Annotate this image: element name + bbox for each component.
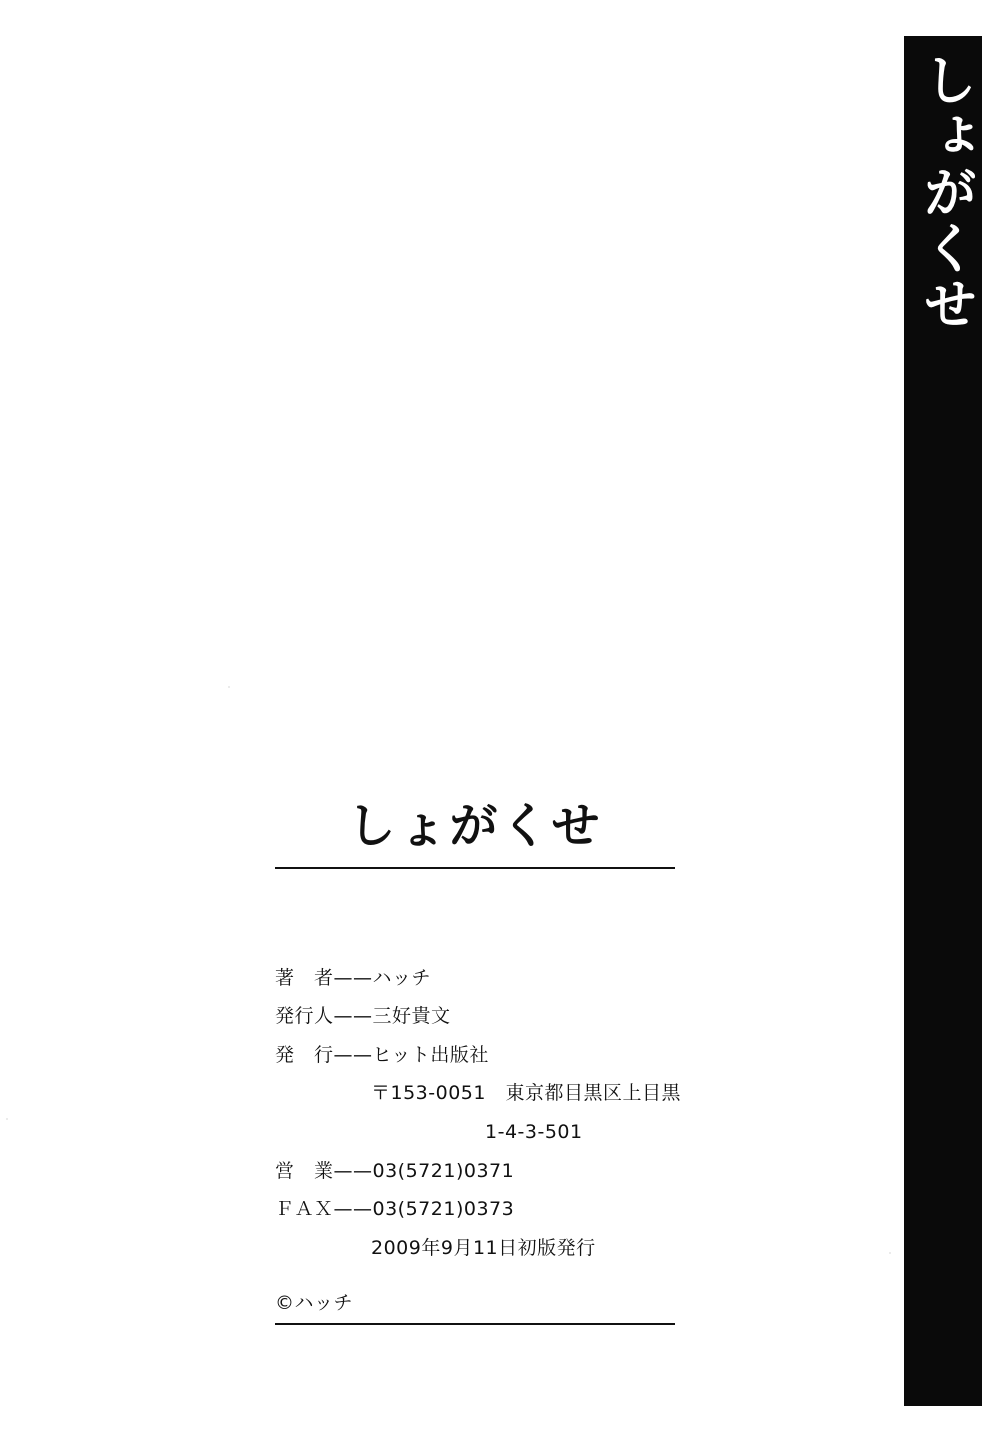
paper-speckle xyxy=(889,1252,891,1254)
credit-address-line2: 1-4-3-501 xyxy=(485,1121,583,1144)
bottom-rule xyxy=(275,1323,675,1325)
credits-list xyxy=(275,959,681,1268)
credit-sales-phone: 営 業——03(5721)0371 xyxy=(275,1159,515,1182)
copyright-block xyxy=(275,1288,675,1325)
copyright-notice: ©ハッチ xyxy=(275,1292,354,1314)
paper-speckle xyxy=(6,1118,8,1120)
credit-publisher-person: 発行人——三好貴文 xyxy=(275,1005,451,1028)
paper-speckle xyxy=(228,686,230,688)
credit-publication-date: 2009年9月11日初版発行 xyxy=(371,1236,596,1259)
credit-address-line1: 〒153-0051 東京都目黒区上目黒 xyxy=(371,1082,681,1105)
credit-fax: ＦＡＸ——03(5721)0373 xyxy=(275,1198,515,1221)
credit-author: 著 者——ハッチ xyxy=(275,966,432,989)
spine-title: しょがくせ xyxy=(915,52,978,332)
credit-publisher: 発 行——ヒット出版社 xyxy=(275,1043,489,1066)
colophon-block xyxy=(275,798,681,1267)
page-title: しょがくせ xyxy=(275,800,675,869)
